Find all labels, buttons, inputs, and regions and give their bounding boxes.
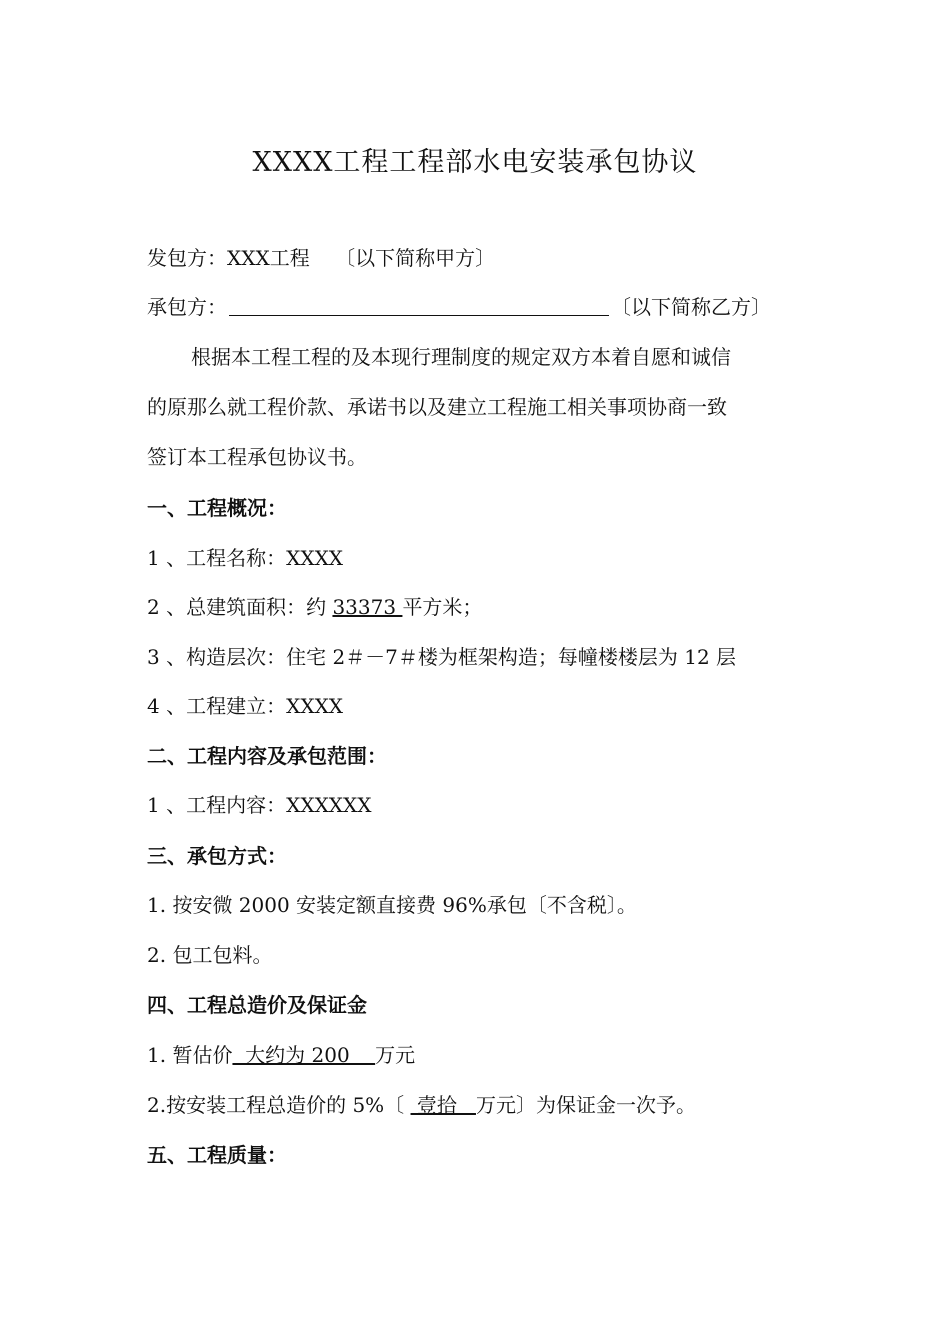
- s4-item-1-unit: 万元: [375, 1043, 416, 1067]
- party-b-label: 承包方：: [147, 295, 227, 319]
- s4-item-1-value: 大约为 200: [232, 1043, 376, 1067]
- party-b-blank: [229, 295, 609, 316]
- s4-item-1: [147, 1040, 807, 1070]
- s1-item-2-label: 2 、总建筑面积：约: [147, 595, 333, 619]
- s2-item-1: [147, 790, 807, 820]
- party-b-note: 〔以下简称乙方〕: [611, 295, 771, 319]
- s1-item-4: [147, 691, 807, 721]
- section-5-heading: 五、工程质量：: [147, 1143, 287, 1167]
- s1-item-4-label: 4 、工程建立：: [147, 694, 287, 718]
- party-b-line: [147, 292, 807, 322]
- s1-item-3: 3 、构造层次：住宅 2＃－7＃楼为框架构造；每幢楼楼层为 12 层: [147, 645, 737, 669]
- s1-item-2-unit: 平方米；: [402, 595, 483, 619]
- s1-item-2: [147, 592, 807, 622]
- s3-item-2: 2. 包工包料。: [147, 943, 273, 967]
- intro-line-2: 的原那么就工程价款、承诺书以及建立工程施工相关事项协商一致: [147, 395, 727, 419]
- s1-item-1: [147, 543, 807, 573]
- party-a-line: [147, 243, 807, 273]
- s1-item-1-value: XXXX: [286, 546, 344, 570]
- section-4-heading: 四、工程总造价及保证金: [147, 993, 367, 1017]
- party-a-value: XXX工程: [227, 246, 310, 270]
- section-2-heading: 二、工程内容及承包范围：: [147, 744, 387, 768]
- party-a-label: 发包方：: [147, 246, 227, 270]
- s3-item-1: 1. 按安微 2000 安装定额直接费 96%承包〔不含税〕。: [147, 893, 637, 917]
- s4-item-2-label: 2.按安装工程总造价的 5%〔: [147, 1093, 411, 1117]
- intro-line-3: 签订本工程承包协议书。: [147, 445, 367, 469]
- s1-item-2-value: 33373: [332, 595, 403, 619]
- s1-item-1-label: 1 、工程名称：: [147, 546, 287, 570]
- intro-line-1: 根据本工程工程的及本现行理制度的规定双方本着自愿和诚信: [191, 345, 731, 369]
- document-title: XXXX工程工程部水电安装承包协议: [252, 147, 698, 178]
- s2-item-1-value: XXXXXX: [286, 793, 372, 817]
- s4-item-2-unit: 万元〕为保证金一次予。: [475, 1093, 696, 1117]
- s2-item-1-label: 1 、工程内容：: [147, 793, 287, 817]
- s4-item-1-label: 1. 暂估价: [147, 1043, 233, 1067]
- s4-item-2: [147, 1090, 807, 1120]
- section-1-heading: 一、工程概况：: [147, 496, 287, 520]
- s4-item-2-value: 壹拾: [410, 1093, 476, 1117]
- party-a-note: 〔以下简称甲方〕: [335, 246, 496, 270]
- section-3-heading: 三、承包方式：: [147, 844, 287, 868]
- s1-item-4-value: XXXX: [286, 694, 344, 718]
